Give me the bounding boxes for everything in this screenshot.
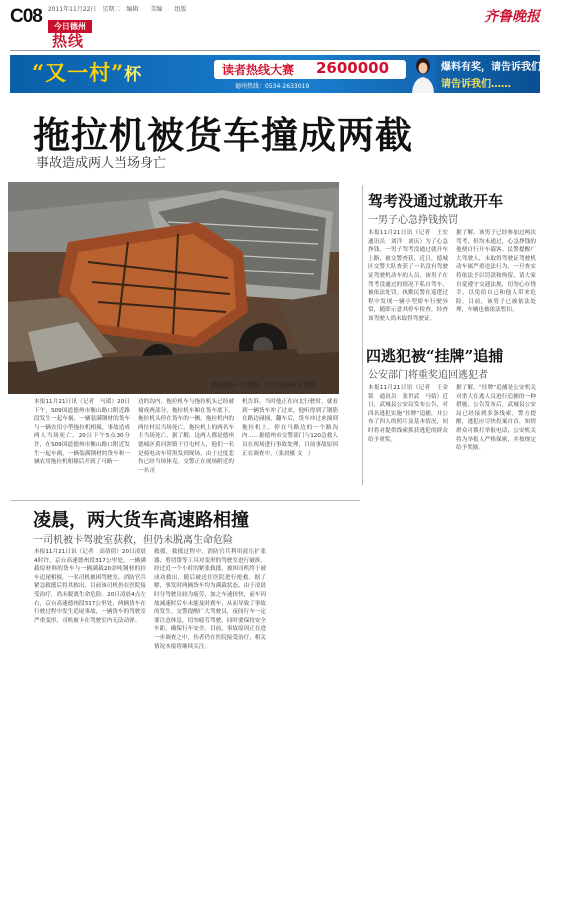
- second-story-headline[interactable]: 凌晨，两大货车高速路相撞: [33, 510, 249, 531]
- banner-right-line1: 爆料有奖，请告诉我们……: [441, 62, 561, 73]
- right-story2-headline[interactable]: 四逃犯被“挂牌”追捕: [366, 347, 504, 365]
- second-story-col1: 本报11月21日讯（记者 高倩倩）20日凌晨4时许，京台高速德州段317公里处，一辆满载原材料的货车与一辆满载20余吨钢材的挂车追尾相撞，一名司机被困驾驶室，消防官兵紧急救援后将其救出，目前该司机仍在医院接受治疗，尚未脱离生命危险。20日凌晨4点左右，京台高速德州段317公里处，两辆货车在行驶过程中发生追尾事故，一辆货车的驾驶室严重变形，司机被卡在驾驶室内无法动弹。: [34, 549, 146, 624]
- main-story-col3: 机告诉，当时他正在向北行驶时，就看到一辆货车冲了过来，他听得到了钢筋在路边碰撞，翻车后，货车冲过来撞到拖拉机上，停在马路边的一个路沟内……据德州市交警部门与120急救人员在现场进行事故处理，目前事故原因正在调查中。（张晨摄 文 ）: [242, 399, 338, 457]
- main-headline[interactable]: 拖拉机被货车撞成两截: [33, 113, 413, 157]
- second-story-subheadline: 一司机被卡驾驶室获救，但仍未脱离生命危险: [33, 535, 233, 546]
- banner-subtitle: 德州热线：0534-2633019: [235, 83, 316, 90]
- header-divider: [10, 50, 540, 51]
- paper-logo: 齐鲁晚报: [484, 9, 540, 25]
- right-story2-col2: 据了解，“挂牌”追捕是公安机关对重大在逃人员进行追捕的一种措施，公告发布后，武城县公安局已经接到多条线索。警方提醒，逃犯应尽快投案自首，知情群众可拨打举报电话，公安机关将为举报人严格保密，并按规定给予奖励。: [456, 385, 536, 452]
- right-story1-subheadline: 一男子心急挣钱挨罚: [368, 215, 458, 226]
- photo-caption: 事故现场一片狼藉。（齐民供本报记者摄）: [209, 382, 321, 389]
- accident-photo: [8, 182, 339, 394]
- header-meta: [48, 6, 187, 33]
- story-divider: [10, 500, 360, 501]
- contest-banner[interactable]: [10, 55, 561, 93]
- second-story-col2: 救援，救援过程中，消防官兵利用液压扩张器、剪切钳等工具对变形的驾驶室进行破拆，经过近一个小时的紧张救援，被困司机终于被成功救出，随后被送往医院进行抢救。据了解，事发时两辆货车均为满载状态，由于凌晨时分驾驶员较为疲劳，加之车速较快，前车因故减速时后车未能及时刹车，从而导致了事故的发生。交警提醒广大驾驶员，夜间行车一定要注意休息，切勿疲劳驾驶，同时要保持安全车距，确保行车安全。目前，事故原因正在进一步调查之中，伤者仍在医院接受治疗，相关情况本报将继续关注。: [154, 549, 266, 650]
- page-header: [10, 6, 186, 33]
- banner-contest-name: 读者热线大赛: [222, 63, 295, 77]
- banner-reporter-photo: [410, 55, 436, 93]
- banner-right-line2: 请告诉我们……: [441, 79, 511, 90]
- banner-title: [32, 57, 142, 87]
- banner-title-prefix: “又一村”: [32, 60, 125, 85]
- banner-prize: 2600000: [316, 59, 390, 77]
- page-number: C08: [10, 6, 42, 27]
- right-story1-headline[interactable]: 驾考没通过就敢开车: [368, 192, 504, 210]
- date-line: 2011年11月22日 星期二 编辑 美编 组版: [47, 6, 187, 13]
- right-story1-col2: 据了解，该男子已经参加过两次驾考，但均未通过，心急挣钱的他便自行开车载客。民警提醒广大驾驶人，未取得驾驶证驾驶机动车属严重违法行为，一旦查实将依法予以罚款和拘留，请大家自觉遵守交通法规，切勿心存侥幸，以免给自己和他人带来危险。目前，该男子已被依法处理，车辆也被依法暂扣。: [456, 230, 536, 314]
- main-story-col2: 边的沟内，拖拉机车与拖拉机头已经被撞成两部分，拖拉机车厢在货车底下，拖拉机头停在货车的一侧，拖拉机内的两位村民当场死亡。拖拉机上的两名车主当场死亡，据了解，这两人都是德州德城区黄河涯镇于官屯村人，他们一名是骑电动车带黑发到现场，由于过度悲伤已经当场休克。交警正在现场附近的一名司: [138, 399, 234, 474]
- right-story2-subheadline: 公安部门将重奖追回逃犯者: [368, 370, 488, 381]
- right-column-divider: [362, 185, 363, 485]
- section-tag: 今日德州: [48, 20, 92, 33]
- right-story2-col1: 本报11月21日讯（记者 王金铭 通讯员 张世武 马婧）近日，武城县公安局发布公告，对四名逃犯实施“挂牌”追捕，并公布了四人的照片及基本情况，同时将对提供线索抓获逃犯的群众给予重奖。: [368, 385, 448, 443]
- section-title: 热线: [52, 32, 85, 50]
- right-story1-col1: 本报11月21日讯（记者 王宏 通讯员 刘洋 刘庆）为了心急挣钱，一男子驾考没通过就开车上路，被交警查获。近日，德城区交警大队查获了一名没有驾驶证驾驶机动车的人员，该男子在驾考没通过的情况下私自驾车，被依法处罚。执勤民警在巡逻过程中发现一辆小型轿车行驶异常，随即示意其停车检查，经查该驾驶人尚未取得驾驶证。: [368, 230, 454, 322]
- main-subheadline: 事故造成两人当场身亡: [36, 156, 167, 171]
- main-story-col1: 本报11月21日讯（记者 马瑗）20日下午，S09国道德州市衡山路口附近路段发生一起车祸，一辆装满钢材的货车与一辆农用小型拖拉机相撞，事故造成两人当场死亡。20日下午5点30分许，在S09国道德州市衡山路口附近发生一起车祸，一辆装满钢材的货车和一辆农用拖拉机相撞后开到了马路一: [34, 399, 130, 466]
- banner-title-suffix: 杯: [124, 65, 143, 85]
